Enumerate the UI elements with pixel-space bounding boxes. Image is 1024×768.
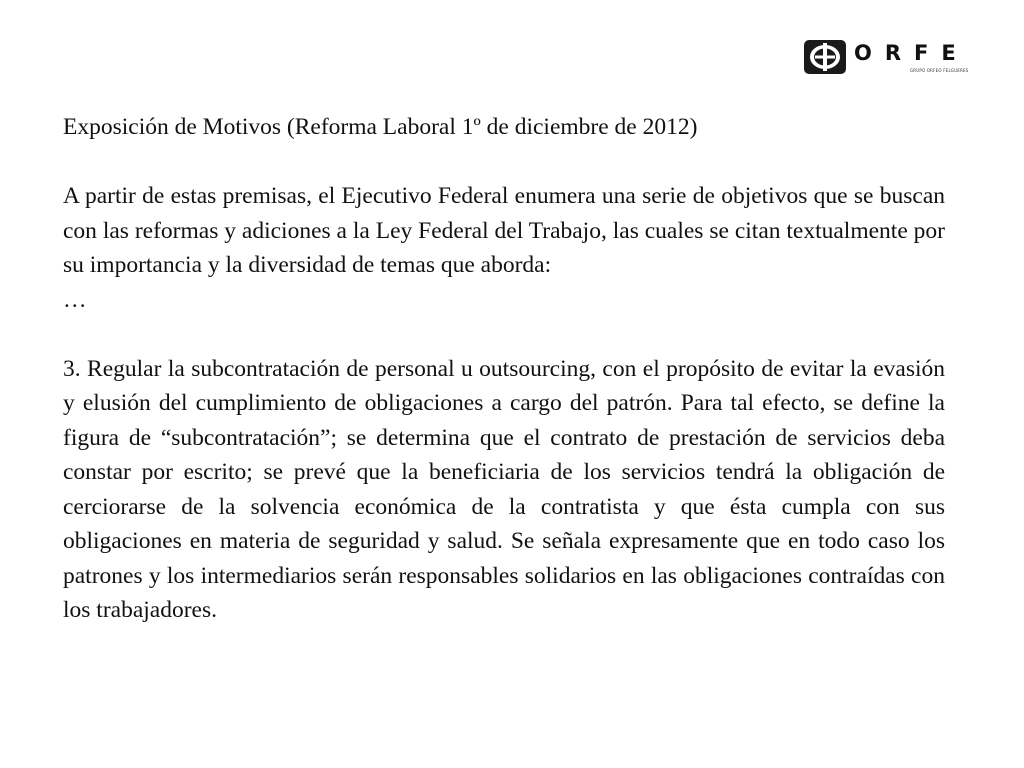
spacer (63, 317, 945, 352)
orfe-emblem-icon (804, 40, 846, 74)
paragraph-objective-3: 3. Regular la subcontratación de personal u outsourcing, con el propósito de evitar la evasión y elusión del cumplimiento de obligaciones a cargo del patrón. Para tal efecto, se define la figura de “subcontratación”; se determina que el contrato de prestación de servicios deba constar por escrito; se prevé que la beneficiaria de los servicios tendrá la obligación de cerciorarse de la solvencia económica de la contratista y que ésta cumpla con sus obligaciones en materia de seguridad y salud. Se señala expresamente que en todo caso los patrones y los intermediarios serán responsables solidarios en las obligaciones contraídas con los trabajadores. (63, 355, 945, 623)
ellipsis-marker: … (63, 286, 87, 313)
paragraph-intro: A partir de estas premisas, el Ejecutivo Federal enumera una serie de objetivos que se buscan con las reformas y adiciones a la Ley Federal del Trabajo, las cuales se citan textualmente por su importancia y la diversidad de temas que aborda: (63, 183, 945, 278)
logo-wordmark: ORFE (854, 41, 969, 65)
document-body (63, 110, 945, 628)
orfe-logo (804, 38, 980, 78)
spacer (63, 145, 945, 180)
logo-tagline: GRUPO ORFEO FELGUERES (910, 68, 969, 73)
document-heading: Exposición de Motivos (Reforma Laboral 1º de diciembre de 2012) (63, 114, 698, 140)
